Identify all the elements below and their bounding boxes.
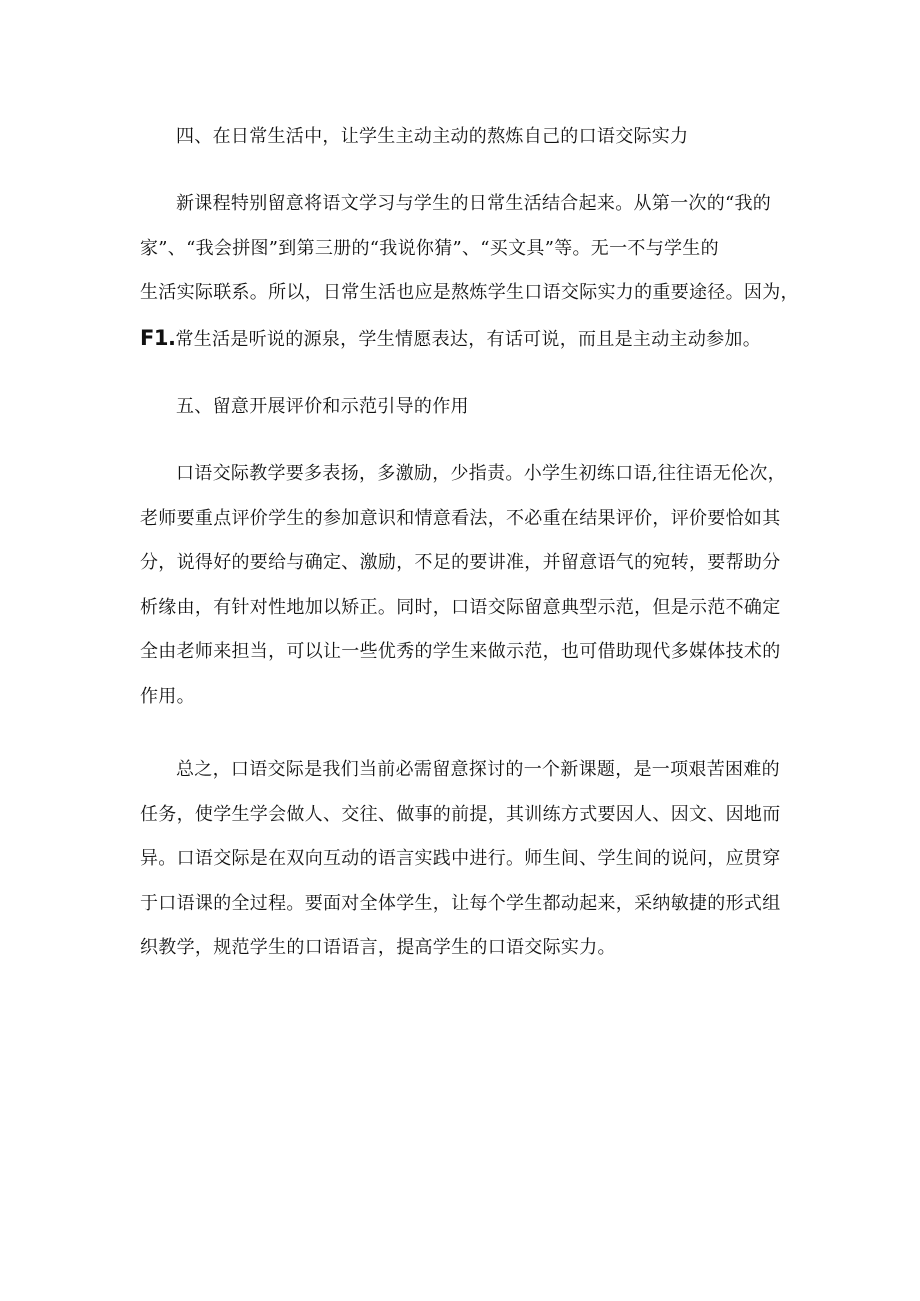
section-4-heading: 四、在日常生活中，让学生主动主动的熬炼自己的口语交际实力 xyxy=(176,126,689,147)
paragraph-line: 生活实际联系。所以，日常生活也应是熬炼学生口语交际实力的重要途径。因为， xyxy=(140,282,799,303)
document-body xyxy=(140,121,799,971)
paragraph-line: 总之，口语交际是我们当前必需留意探讨的一个新课题，是一项艰苦困难的 xyxy=(176,759,780,780)
paragraph-line: 家”、“我会拼图”到第三册的“我说你猜”、“买文具”等。无一不与学生的 xyxy=(140,237,719,259)
ocr-marker-text: F1. xyxy=(140,325,176,350)
conclusion-paragraph xyxy=(140,748,780,971)
paragraph-line: 析缘由，有针对性地加以矫正。同时，口语交际留意典型示范，但是示范不确定 xyxy=(140,596,781,618)
paragraph-line: 任务，使学生学会做人、交往、做事的前提，其训练方式要因人、因文、因地而 xyxy=(140,803,781,825)
section-4-paragraph xyxy=(140,182,799,362)
paragraph-line-text: 常生活是听说的源泉，学生情愿表达，有话可说，而且是主动主动参加。 xyxy=(175,328,762,350)
section-5-paragraph xyxy=(140,452,786,719)
paragraph-line: 口语交际教学要多表扬，多激励，少指责。小学生初练口语,往往语无伦次， xyxy=(176,463,786,484)
paragraph-line: 织教学，规范学生的口语语言，提高学生的口语交际实力。 xyxy=(140,937,616,958)
paragraph-line: 全由老师来担当，可以让一些优秀的学生来做示范，也可借助现代多媒体技术的 xyxy=(140,641,781,662)
paragraph-line: 分，说得好的要给与确定、激励，不足的要讲准，并留意语气的宛转，要帮助分 xyxy=(140,552,781,573)
section-5-heading: 五、留意开展评价和示范引导的作用 xyxy=(176,396,469,417)
paragraph-line: 老师要重点评价学生的参加意识和情意看法，不必重在结果评价，评价要恰如其 xyxy=(140,507,781,529)
paragraph-line: 新课程特别留意将语文学习与学生的日常生活结合起来。从第一次的“我的 xyxy=(176,193,772,214)
paragraph-line: 于口语课的全过程。要面对全体学生，让每个学生都动起来，采纳敏捷的形式组 xyxy=(140,892,781,914)
paragraph-line xyxy=(140,316,780,363)
paragraph-line: 作用。 xyxy=(140,685,195,707)
paragraph-line: 异。口语交际是在双向互动的语言实践中进行。师生间、学生间的说问，应贯穿 xyxy=(140,848,781,869)
